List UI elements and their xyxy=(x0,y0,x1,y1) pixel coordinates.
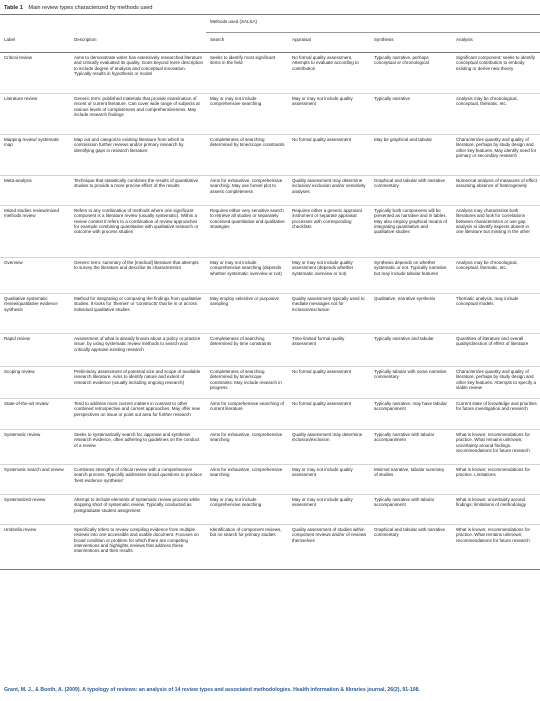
cell-description: Aims to demonstrate writer has extensively researched literature and critically evaluated its quality. Goes beyond mere description to include degree of analysis and conceptual innovation. Typically results in hypothesis or model xyxy=(70,53,206,94)
cell-appraisal: Quality assessment of studies within component reviews and/or of reviews themselves xyxy=(288,525,370,570)
cell-appraisal: No formal quality assessment xyxy=(288,367,370,399)
cell-analysis: Significant component: seeks to identify conceptual contribution to embody existing or derive new theory xyxy=(452,53,540,94)
cell-search: Aims for comprehensive searching of current literature xyxy=(206,399,288,430)
cell-search: Requires either very sensitive search to retrieve all studies or separately conceived quantitative and qualitative strategies xyxy=(206,206,288,258)
cell-description: Generic term: summary of the [medical] literature that attempts to survey the literature and describe its characteristics xyxy=(70,258,206,294)
cell-synthesis: Graphical and tabular with narrative commentary xyxy=(370,176,452,206)
table-number: Table 1 xyxy=(4,5,23,11)
cell-search: Aims for exhaustive, comprehensive searching xyxy=(206,430,288,465)
cell-appraisal: No formal quality assessment xyxy=(288,399,370,430)
cell-appraisal: May or may not include quality assessment xyxy=(288,465,370,495)
cell-appraisal: No formal quality assessment. Attempts to evaluate according to contribution xyxy=(288,53,370,94)
cell-analysis: Characterizes quantity and quality of literature, perhaps by study design and other key features. May identify need for primary or secondary research xyxy=(452,135,540,176)
cell-analysis: Characterizes quantity and quality of literature, perhaps by study design and other key features. Attempts to specify a viable review xyxy=(452,367,540,399)
citation: Grant, M. J., & Booth, A. (2009). A typology of reviews: an analysis of 14 review types and associated methodologies. Health information & libraries journal, 26(2), 91-108. xyxy=(4,687,420,693)
cell-search: May or may not include comprehensive searching xyxy=(206,495,288,525)
cell-label: Rapid review xyxy=(0,334,70,367)
cell-synthesis: Typically tabular with some narrative commentary xyxy=(370,367,452,399)
cell-description: Assessment of what is already known about a policy or practice issue, by using systematic review methods to search and critically appraise existing research xyxy=(70,334,206,367)
cell-description: Generic term: published materials that provide examination of recent or current literature. Can cover wide range of subjects at various levels of completeness and comprehensiveness. May include research findings xyxy=(70,94,206,135)
column-header-appraisal: Appraisal xyxy=(288,33,370,53)
cell-search: Completeness of searching determined by time/scope constraints xyxy=(206,135,288,176)
cell-synthesis: Typically both components will be presented as narrative and in tables. May also employ graphical means of integrating quantitative and qualitative studies xyxy=(370,206,452,258)
cell-label: Critical review xyxy=(0,53,70,94)
cell-analysis: What is known; recommendations for practice. Limitations xyxy=(452,465,540,495)
cell-synthesis: Synthesis depends on whether systematic or not. Typically narrative but may include tabular features xyxy=(370,258,452,294)
table-row xyxy=(0,53,540,94)
cell-synthesis: Qualitative, narrative synthesis xyxy=(370,294,452,334)
cell-label: Mapping review/ systematic map xyxy=(0,135,70,176)
cell-analysis: What is known; recommendations for practice. What remains unknown; uncertainty around findings, recommendations for future research xyxy=(452,430,540,465)
cell-synthesis: Typically narrative xyxy=(370,94,452,135)
cell-description: Tend to address more current matters in contrast to other combined retrospective and current approaches. May offer new perspectives on issue or point out area for further research xyxy=(70,399,206,430)
cell-synthesis: Minimal narrative, tabular summary of studies xyxy=(370,465,452,495)
table-row xyxy=(0,465,540,495)
cell-appraisal: Quality assessment may determine inclusion/ exclusion and/or sensitivity analyses xyxy=(288,176,370,206)
cell-synthesis: May be graphical and tabular xyxy=(370,135,452,176)
cell-synthesis: Typically narrative, perhaps conceptual or chronological xyxy=(370,53,452,94)
cell-label: Systematic search and review xyxy=(0,465,70,495)
cell-label: Scoping review xyxy=(0,367,70,399)
cell-label: Meta-analysis xyxy=(0,176,70,206)
cell-search: May or may not include comprehensive searching xyxy=(206,94,288,135)
table-row xyxy=(0,495,540,525)
cell-synthesis: Typically narrative with tabular accompaniment xyxy=(370,430,452,465)
cell-appraisal: Quality assessment may determine inclusion/exclusion xyxy=(288,430,370,465)
cell-search: May employ selective or purposive sampling xyxy=(206,294,288,334)
cell-search: Completeness of searching determined by time/scope constraints. May include research in progress xyxy=(206,367,288,399)
cell-analysis: What is known; recommendations for practice. What remains unknown; recommendations for future research xyxy=(452,525,540,570)
cell-search: Seeks to identify most significant items in the field xyxy=(206,53,288,94)
table-row xyxy=(0,399,540,430)
cell-search: Aims for exhaustive, comprehensive searching xyxy=(206,465,288,495)
cell-description: Combines strengths of critical review with a comprehensive search process. Typically addresses broad questions to produce 'best evidence synthesis' xyxy=(70,465,206,495)
column-header-search: Search xyxy=(206,33,288,53)
table-caption xyxy=(4,2,152,14)
cell-label: Overview xyxy=(0,258,70,294)
cell-description: Technique that statistically combines the results of quantitative studies to provide a more precise effect of the results xyxy=(70,176,206,206)
column-header-label: Label xyxy=(0,33,70,53)
cell-label: Systematic review xyxy=(0,430,70,465)
cell-analysis: Thematic analysis, may include conceptual models xyxy=(452,294,540,334)
table-row xyxy=(0,94,540,135)
cell-analysis: What is known; uncertainty around findings; limitations of methodology xyxy=(452,495,540,525)
cell-search: Completeness of searching determined by time constraints xyxy=(206,334,288,367)
methods-group-header: Methods used (SALSA) xyxy=(206,15,540,33)
cell-label: Literature review xyxy=(0,94,70,135)
table-row xyxy=(0,430,540,465)
cell-description: Specifically refers to review compiling evidence from multiple reviews into one accessible and usable document. Focuses on broad condition or problem for which there are competing interventions and highlights reviews that address these interventions and their results xyxy=(70,525,206,570)
cell-analysis: Numerical analysis of measures of effect assuming absence of heterogeneity xyxy=(452,176,540,206)
cell-synthesis: Graphical and tabular with narrative commentary xyxy=(370,525,452,570)
group-header-row xyxy=(0,15,540,33)
column-header-description: Description xyxy=(70,33,206,53)
cell-search: Aims for exhaustive, comprehensive searching. May use funnel plot to assess completeness xyxy=(206,176,288,206)
cell-search: Identification of component reviews, but no search for primary studies xyxy=(206,525,288,570)
cell-synthesis: Typically narrative and tabular xyxy=(370,334,452,367)
table-title: Main review types characterized by methods used xyxy=(28,5,153,11)
cell-analysis: Analysis may be chronological, conceptual, thematic, etc. xyxy=(452,258,540,294)
review-types-table xyxy=(0,14,540,570)
cell-analysis: Analysis may be chronological, conceptual, thematic, etc. xyxy=(452,94,540,135)
cell-appraisal: May or may not include quality assessment (depends whether systematic overview or not) xyxy=(288,258,370,294)
cell-appraisal: Requires either a generic appraisal instrument or separate appraisal processes with corresponding checklists xyxy=(288,206,370,258)
column-header-row xyxy=(0,33,540,53)
cell-label: Umbrella review xyxy=(0,525,70,570)
table-row xyxy=(0,367,540,399)
table-row xyxy=(0,525,540,570)
cell-label: State-of-the-art review xyxy=(0,399,70,430)
cell-description: Map out and categorize existing literature from which to commission further reviews and/or primary research by identifying gaps in research literature xyxy=(70,135,206,176)
cell-description: Seeks to systematically search for, appraise and synthesis research evidence, often adhering to guidelines on the conduct of a review xyxy=(70,430,206,465)
cell-description: Refers to any combination of methods where one significant component is a literature review (usually systematic). Within a review context it refers to a combination of review approaches for example combining quantitative with qualitative research or outcome with process studies xyxy=(70,206,206,258)
table-body xyxy=(0,53,540,570)
table-row xyxy=(0,334,540,367)
cell-appraisal: No formal quality assessment xyxy=(288,135,370,176)
table-row xyxy=(0,258,540,294)
column-header-analysis: Analysis xyxy=(452,33,540,53)
cell-description: Attempt to include elements of systematic review process while stopping short of systematic review. Typically conducted as postgraduate student assignment xyxy=(70,495,206,525)
cell-appraisal: Quality assessment typically used to mediate messages not for inclusion/exclusion xyxy=(288,294,370,334)
column-header-synthesis: Synthesis xyxy=(370,33,452,53)
cell-analysis: Current state of knowledge and priorities for future investigation and research xyxy=(452,399,540,430)
cell-synthesis: Typically narrative with tabular accompaniment xyxy=(370,495,452,525)
cell-description: Method for integrating or comparing the findings from qualitative studies. It looks for 'themes' or 'constructs' that lie in or across individual qualitative studies xyxy=(70,294,206,334)
table-row xyxy=(0,176,540,206)
cell-label: Mixed studies review/mixed methods review xyxy=(0,206,70,258)
cell-analysis: Analysis may characterise both literatures and look for correlations between characteristics or use gap analysis to identify aspects absent in one literature but missing in the other xyxy=(452,206,540,258)
cell-appraisal: May or may not include quality assessment xyxy=(288,94,370,135)
cell-label: Systematized review xyxy=(0,495,70,525)
table-row xyxy=(0,206,540,258)
table-row xyxy=(0,135,540,176)
cell-appraisal: May or may not include quality assessment xyxy=(288,495,370,525)
table-row xyxy=(0,294,540,334)
cell-synthesis: Typically narrative, may have tabular accompaniment xyxy=(370,399,452,430)
cell-description: Preliminary assessment of potential size and scope of available research literature. Aims to identify nature and extent of research evidence (usually including ongoing research) xyxy=(70,367,206,399)
cell-search: May or may not include comprehensive searching (depends whether systematic overview or not) xyxy=(206,258,288,294)
cell-analysis: Quantities of literature and overall quality/direction of effect of literature xyxy=(452,334,540,367)
cell-label: Qualitative systematic review/qualitative evidence synthesis xyxy=(0,294,70,334)
cell-appraisal: Time-limited formal quality assessment xyxy=(288,334,370,367)
